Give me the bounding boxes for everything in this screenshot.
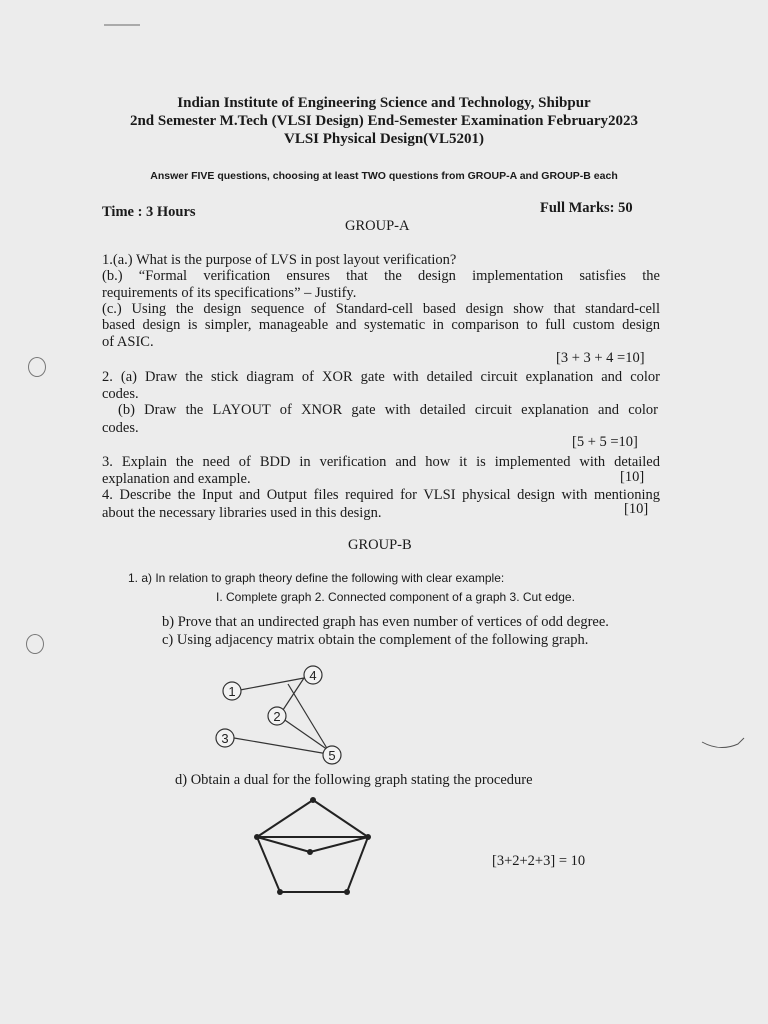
question-1a: 1.(a.) What is the purpose of LVS in post layout verification?	[102, 252, 457, 268]
question-2a-line2: codes.	[102, 386, 139, 402]
instructions: Answer FIVE questions, choosing at least TWO questions from GROUP-A and GROUP-B each	[150, 170, 618, 182]
question-2-marks: [5 + 5 =10]	[572, 434, 638, 450]
edge-2-5	[279, 716, 328, 750]
question-3-marks: [10]	[620, 469, 645, 485]
question-2a-line1: 2. (a) Draw the stick diagram of XOR gate with detailed circuit explanation and color	[102, 369, 660, 385]
chord-right	[310, 837, 368, 852]
graph-node-5-label: 5	[328, 748, 336, 763]
question-1b-line2: requirements of its specifications” – Justify.	[102, 285, 357, 301]
question-2b-line1: (b) Draw the LAYOUT of XNOR gate with detailed circuit explanation and color	[118, 402, 658, 418]
dual-vertex	[277, 889, 283, 895]
full-marks: Full Marks: 50	[540, 200, 633, 216]
edge-1-4	[240, 678, 304, 690]
exam-time: Time : 3 Hours	[102, 204, 196, 220]
group-b-question-1b: b) Prove that an undirected graph has even number of vertices of odd degree.	[162, 614, 609, 630]
exam-title: 2nd Semester M.Tech (VLSI Design) End-Semester Examination February2023	[129, 113, 639, 129]
question-1-marks: [3 + 3 + 4 =10]	[556, 350, 645, 366]
question-3-line1: 3. Explain the need of BDD in verification and how it is implemented with detailed	[102, 454, 660, 470]
question-1c-line1: (c.) Using the design sequence of Standard-cell based design show that standard-cell	[102, 301, 660, 317]
chord-left	[257, 837, 310, 852]
graph-node-2-label: 2	[273, 709, 281, 724]
dual-vertex	[344, 889, 350, 895]
scan-mark	[700, 730, 750, 754]
scan-speck	[104, 24, 140, 26]
group-b-question-1c: c) Using adjacency matrix obtain the complement of the following graph.	[162, 632, 589, 648]
question-1b-line1: (b.) “Formal verification ensures that the design implementation satisfies the	[102, 268, 660, 284]
dual-graph-figure	[240, 792, 380, 904]
dual-vertex	[307, 849, 313, 855]
graph-node-3-label: 3	[221, 731, 229, 746]
question-2b-line2: codes.	[102, 420, 139, 436]
group-b-question-1a-line1: 1. a) In relation to graph theory define the following with clear example:	[128, 571, 505, 585]
group-b-question-1a-line2: I. Complete graph 2. Connected component of a graph 3. Cut edge.	[216, 590, 575, 604]
institute-title: Indian Institute of Engineering Science and Technology, Shibpur	[177, 95, 591, 111]
punch-hole-bottom	[26, 634, 44, 654]
question-1c-line2: based design is simpler, manageable and systematic in comparison to full custom design	[102, 317, 660, 333]
graph-node-4-label: 4	[309, 668, 317, 683]
group-b-title: GROUP-B	[348, 537, 412, 553]
question-4-line2: about the necessary libraries used in this design.	[102, 505, 382, 521]
graph-figure	[200, 658, 360, 770]
dual-vertex	[254, 834, 260, 840]
question-3-line2: explanation and example.	[102, 471, 251, 487]
group-b-question-1d: d) Obtain a dual for the following graph stating the procedure	[175, 772, 533, 788]
graph-node-1-label: 1	[228, 684, 236, 699]
dual-vertex	[310, 797, 316, 803]
question-4-marks: [10]	[624, 501, 649, 517]
question-4-line1: 4. Describe the Input and Output files required for VLSI physical design with mentioning	[102, 487, 660, 503]
dual-vertex	[365, 834, 371, 840]
pentagon-outline	[257, 800, 368, 892]
course-title: VLSI Physical Design(VL5201)	[283, 131, 485, 147]
group-a-title: GROUP-A	[345, 218, 410, 234]
group-b-question-1-marks: [3+2+2+3] = 10	[492, 853, 586, 869]
punch-hole-top	[28, 357, 46, 377]
question-1c-line3: of ASIC.	[102, 334, 154, 350]
